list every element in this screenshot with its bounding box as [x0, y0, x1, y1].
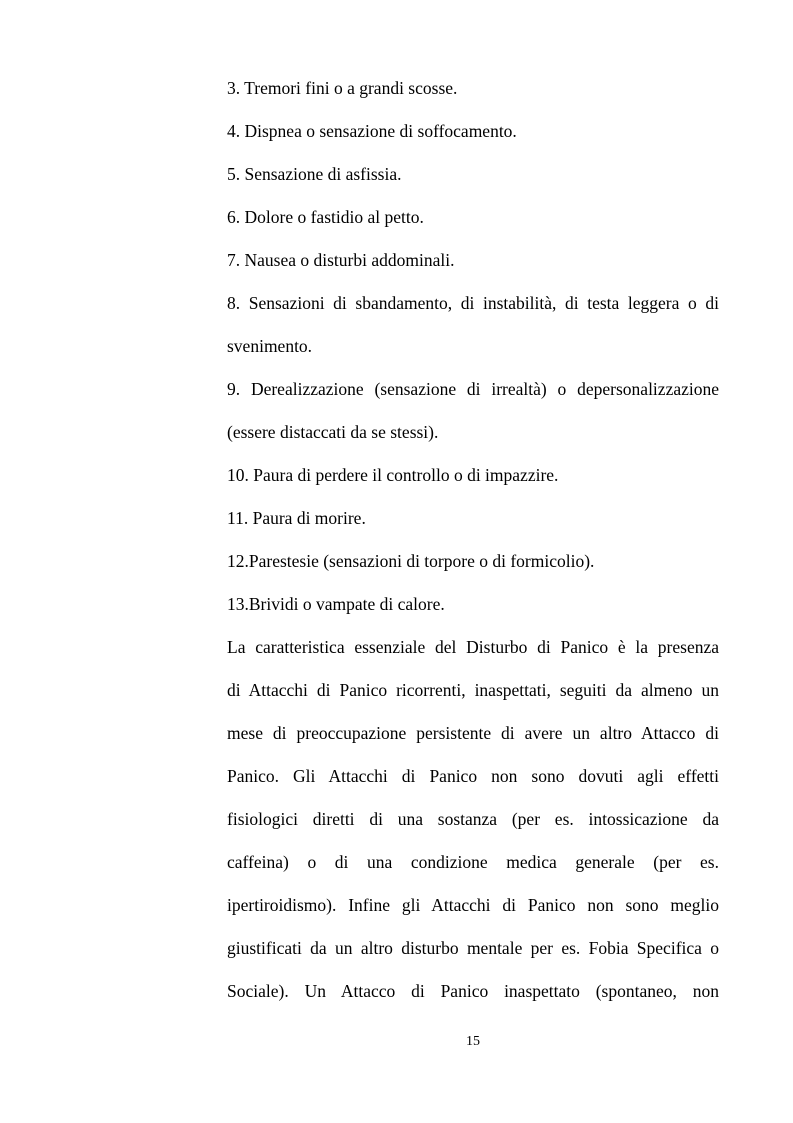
- list-item-4: 4. Dispnea o sensazione di soffocamento.: [227, 121, 517, 141]
- list-item-13: 13.Brividi o vampate di calore.: [227, 594, 445, 614]
- list-item-11: 11. Paura di morire.: [227, 508, 366, 528]
- paragraph-line-5: fisiologici diretti di una sostanza (per es. intossicazione da: [227, 809, 719, 829]
- paragraph-line-2: di Attacchi di Panico ricorrenti, inaspettati, seguiti da almeno un: [227, 680, 719, 700]
- paragraph-line-8: giustificati da un altro disturbo mentale per es. Fobia Specifica o: [227, 938, 719, 958]
- list-item-10: 10. Paura di perdere il controllo o di impazzire.: [227, 465, 559, 485]
- paragraph-line-9: Sociale). Un Attacco di Panico inaspettato (spontaneo, non: [227, 981, 719, 1001]
- paragraph-line-7: ipertiroidismo). Infine gli Attacchi di Panico non sono meglio: [227, 895, 719, 915]
- paragraph-line-1: La caratteristica essenziale del Disturbo di Panico è la presenza: [227, 637, 719, 657]
- list-item-7: 7. Nausea o disturbi addominali.: [227, 250, 455, 270]
- list-item-9-line-2: (essere distaccati da se stessi).: [227, 422, 439, 442]
- list-item-8-line-2: svenimento.: [227, 336, 313, 356]
- list-item-8-line-1: 8. Sensazioni di sbandamento, di instabilità, di testa leggera o di: [227, 293, 719, 313]
- list-item-9-line-1: 9. Derealizzazione (sensazione di irrealtà) o depersonalizzazione: [227, 379, 719, 399]
- list-item-3: 3. Tremori fini o a grandi scosse.: [227, 78, 458, 98]
- list-item-5: 5. Sensazione di asfissia.: [227, 164, 402, 184]
- paragraph-line-3: mese di preoccupazione persistente di avere un altro Attacco di: [227, 723, 719, 743]
- list-item-6: 6. Dolore o fastidio al petto.: [227, 207, 424, 227]
- page-number: 15: [466, 1034, 480, 1049]
- paragraph-line-4: Panico. Gli Attacchi di Panico non sono dovuti agli effetti: [227, 766, 719, 786]
- paragraph-line-6: caffeina) o di una condizione medica generale (per es.: [227, 852, 719, 872]
- body-text: [227, 74, 719, 1020]
- list-item-12: 12.Parestesie (sensazioni di torpore o di formicolio).: [227, 551, 595, 571]
